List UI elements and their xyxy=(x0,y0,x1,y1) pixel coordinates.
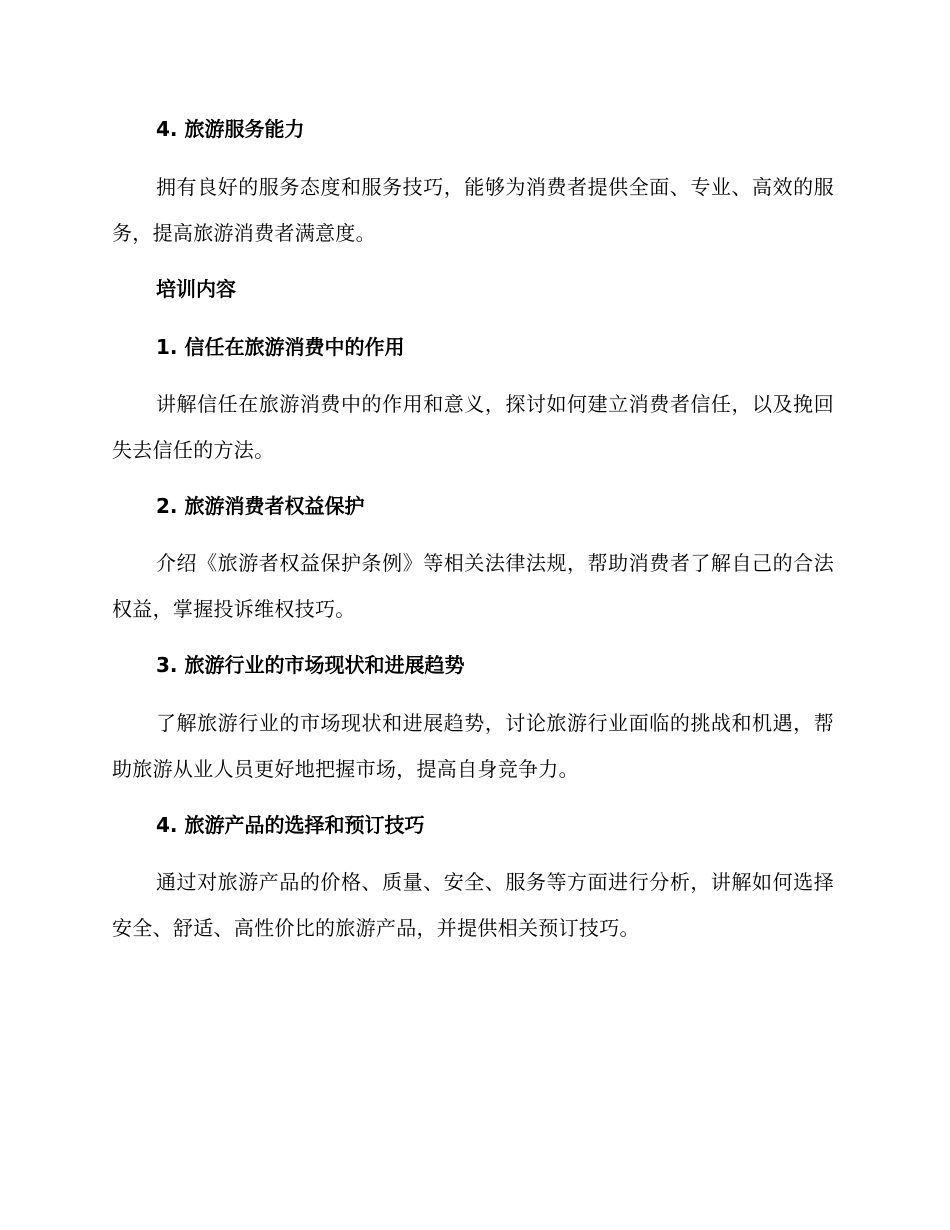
section-heading-training-content: 培训内容 xyxy=(156,277,236,301)
section-heading-service-ability: 4. 旅游服务能力 xyxy=(156,117,305,141)
paragraph-trust-role: 讲解信任在旅游消费中的作用和意义，探讨如何建立消费者信任，以及挽回失去信任的方法。 xyxy=(112,392,834,462)
section-heading-consumer-rights: 2. 旅游消费者权益保护 xyxy=(156,494,365,518)
paragraph-market-trends: 了解旅游行业的市场现状和进展趋势，讨论旅游行业面临的挑战和机遇，帮助旅游从业人员更好地把握市场，提高自身竞争力。 xyxy=(112,711,834,781)
section-heading-market-trends: 3. 旅游行业的市场现状和进展趋势 xyxy=(156,653,465,677)
section-heading-trust-role: 1. 信任在旅游消费中的作用 xyxy=(156,335,405,359)
section-heading-product-selection: 4. 旅游产品的选择和预订技巧 xyxy=(156,813,425,837)
paragraph-consumer-rights: 介绍《旅游者权益保护条例》等相关法律法规，帮助消费者了解自己的合法权益，掌握投诉维权技巧。 xyxy=(112,551,834,621)
paragraph-service-ability: 拥有良好的服务态度和服务技巧，能够为消费者提供全面、专业、高效的服务，提高旅游消费者满意度。 xyxy=(112,175,834,245)
paragraph-product-selection: 通过对旅游产品的价格、质量、安全、服务等方面进行分析，讲解如何选择安全、舒适、高性价比的旅游产品，并提供相关预订技巧。 xyxy=(112,870,834,940)
